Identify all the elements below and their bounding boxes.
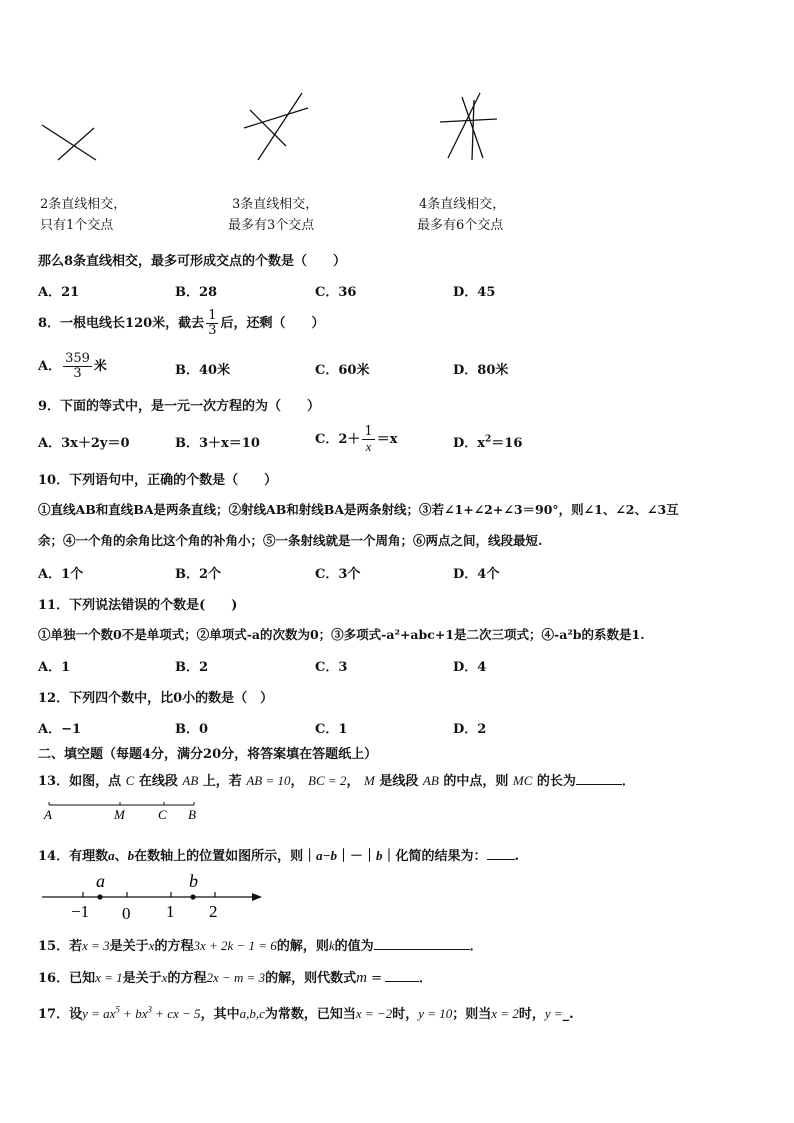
q17-p1: 17．设 <box>38 1007 83 1022</box>
q8-opt-a-fraction <box>63 352 92 380</box>
q15-p4: 的解，则 <box>276 939 329 954</box>
q17-y2: y = <box>544 1006 563 1021</box>
q8-stem <box>38 304 324 344</box>
q11-option-d: D．4 <box>453 660 487 675</box>
caption-three-lines-1: 3条直线相交， <box>232 197 319 212</box>
q13-c: C <box>125 773 135 788</box>
q16-p2: 是关于 <box>122 971 162 986</box>
intersecting-lines-figure <box>0 0 794 180</box>
q11-statement-line1: ①单独一个数0不是单项式；②单项式-a的次数为0；③多项式-a²+abc+1是二次三项式；④-a²b的系数是1. <box>38 627 645 642</box>
q14-stem <box>38 845 519 864</box>
q9-option-d <box>453 432 522 451</box>
q9-opt-c-num: 1 <box>364 424 373 440</box>
q16-answer-blank <box>385 969 419 982</box>
q14-point-a <box>97 894 102 899</box>
two-lines-diagram <box>42 125 96 160</box>
q15-p5: 的值为 <box>334 939 374 954</box>
q11-option-b: B．2 <box>175 660 209 675</box>
caption-three-lines-2: 最多有3个交点 <box>228 218 315 233</box>
q14-stem-c: ｜－｜ <box>337 849 377 864</box>
q17-p2: ，其中 <box>200 1007 240 1022</box>
q11-option-a: A．1 <box>38 660 71 675</box>
q9-opt-c-b: ＝x <box>376 432 398 447</box>
q13-answer-blank <box>576 772 622 785</box>
q13-m: M <box>363 773 375 788</box>
q17-p3: 为常数，已知当 <box>264 1007 356 1022</box>
q13-segment-figure <box>40 798 210 824</box>
q8-option-a <box>38 347 107 387</box>
q7-option-c: C．36 <box>315 285 357 300</box>
q15-eq1: x = 3 <box>82 938 110 953</box>
q17-eq-c: + cx − 5 <box>151 1006 201 1021</box>
caption-two-lines-1: 2条直线相交， <box>40 197 127 212</box>
q15-p2: 是关于 <box>109 939 149 954</box>
q13-p6: 是线段 <box>379 774 419 789</box>
q13-p3: 上，若 <box>202 774 242 789</box>
q10-stem: 10．下列语句中，正确的个数是（ ） <box>38 473 278 488</box>
q14-stem-b: 在数轴上的位置如图所示，则｜ <box>134 849 317 864</box>
q16-end: ． <box>419 971 433 986</box>
q17-cond2: x = 2 <box>491 1006 519 1021</box>
q8-opt-a-num: 359 <box>65 351 90 367</box>
q13-mc: MC <box>512 773 533 788</box>
q14-stem-a: 14．有理数 <box>38 849 109 864</box>
q14-expr2: b <box>376 848 383 863</box>
q9-opt-d-a: D．x <box>453 436 486 451</box>
q7-option-d: D．45 <box>453 285 496 300</box>
q14-end: . <box>514 849 520 864</box>
q10-statement-line1: ①直线AB和直线BA是两条直线；②射线AB和射线BA是两条射线；③若∠1+∠2+∠3＝90°，则∠1、∠2、∠3互 <box>38 502 679 517</box>
four-lines-diagram <box>440 93 497 160</box>
q15-x: x <box>148 938 155 953</box>
q15-p3: 的方程 <box>154 939 194 954</box>
q7-stem: 那么8条直线相交，最多可形成交点的个数是（ ） <box>38 254 347 269</box>
q9-opt-c-a: C．2＋ <box>315 432 361 447</box>
q13-label-m: M <box>114 807 125 822</box>
q16-eq1: x = 1 <box>95 970 123 985</box>
q16-p3: 的方程 <box>167 971 207 986</box>
q9-option-c <box>315 420 397 460</box>
q17-end: _. <box>562 1007 574 1022</box>
q8-stem-a: 8．一根电线长120米，截去 <box>38 316 205 331</box>
q17-y: y <box>82 1006 88 1021</box>
q13-stem <box>38 770 635 789</box>
q17-eq-b: + bx <box>119 1006 148 1021</box>
q13-p4: ， <box>290 774 304 789</box>
q14-point-b <box>190 894 195 899</box>
q16-p1: 16．已知 <box>38 971 96 986</box>
q8-option-c: C．60米 <box>315 363 370 378</box>
q7-option-a: A．21 <box>38 285 80 300</box>
q17-p4: 时， <box>392 1007 419 1022</box>
q12-option-a: A．−1 <box>38 722 82 737</box>
q9-opt-d-b: ＝16 <box>491 436 523 451</box>
q17-p5: ；则当 <box>452 1007 492 1022</box>
q16-eq2: 2x − m = 3 <box>206 970 266 985</box>
q15-k: k <box>328 938 335 953</box>
q8-frac-den: 3 <box>208 323 217 338</box>
q13-p8: 的长为 <box>536 774 576 789</box>
q15-stem <box>38 935 483 954</box>
q15-end: ． <box>469 939 483 954</box>
q13-p9: ． <box>621 774 635 789</box>
q10-option-d: D．4个 <box>453 567 500 582</box>
q14-tick-neg1: −1 <box>71 902 90 921</box>
q9-option-b: B．3＋x＝10 <box>175 436 260 451</box>
q15-answer-blank <box>374 937 470 950</box>
q14-tick-0: 0 <box>122 904 131 923</box>
q15-eq2: 3x + 2k − 1 = 6 <box>193 938 277 953</box>
q13-ab2: AB <box>422 773 439 788</box>
caption-two-lines-2: 只有1个交点 <box>40 218 114 233</box>
q16-eq3: = <box>367 971 383 986</box>
q10-option-b: B．2个 <box>175 567 222 582</box>
q16-stem <box>38 967 432 987</box>
q13-p2: 在线段 <box>138 774 178 789</box>
q10-option-c: C．3个 <box>315 567 361 582</box>
q10-statement-line2: 余；④一个角的余角比这个角的补角小；⑤一条射线就是一个周角；⑥两点之间，线段最短. <box>38 533 543 548</box>
q14-sep: 、 <box>114 849 128 864</box>
q9-opt-c-den: x <box>365 439 372 454</box>
q13-p7: 的中点，则 <box>443 774 509 789</box>
q8-opt-a-prefix: A． <box>38 359 62 374</box>
q17-abc: a,b,c <box>239 1006 265 1021</box>
three-lines-diagram <box>244 93 308 160</box>
q13-label-a: A <box>44 807 52 822</box>
q14-answer-blank <box>487 847 515 860</box>
q14-tick-1: 1 <box>166 902 175 921</box>
caption-four-lines-1: 4条直线相交， <box>419 197 506 212</box>
q9-stem: 9．下面的等式中，是一元一次方程的为（ ） <box>38 399 321 414</box>
q8-frac-num: 1 <box>208 308 217 324</box>
q8-opt-a-unit: 米 <box>93 359 107 374</box>
q14-var-a: a <box>108 848 115 863</box>
q9-option-a: A．3x＋2y＝0 <box>38 436 130 451</box>
q16-m: m <box>356 970 368 986</box>
q14-stem-d: ｜化简的结果为： <box>382 849 487 864</box>
q16-p4: 的解，则代数式 <box>265 971 357 986</box>
q8-fraction <box>206 309 218 337</box>
q17-stem <box>38 1003 574 1022</box>
q17-cond1: x = −2 <box>355 1006 393 1021</box>
q13-p1: 13．如图，点 <box>38 774 122 789</box>
q8-stem-b: 后，还剩（ ） <box>220 316 325 331</box>
q14-tick-2: 2 <box>209 902 218 921</box>
section-2-heading: 二、填空题（每题4分，满分20分，将答案填在答题纸上） <box>38 747 378 762</box>
q13-p5: ， <box>346 774 360 789</box>
q14-expr1: a−b <box>316 848 338 863</box>
q17-sup-3: 3 <box>147 1004 152 1015</box>
q17-sup-5: 5 <box>115 1004 120 1015</box>
q13-label-c: C <box>158 807 167 822</box>
q7-option-b: B．28 <box>175 285 218 300</box>
q9-opt-c-fraction <box>362 425 374 453</box>
q14-point-label-b: b <box>189 871 198 891</box>
q8-option-d: D．80米 <box>453 363 509 378</box>
q13-eq1: AB = 10 <box>246 773 291 788</box>
caption-four-lines-2: 最多有6个交点 <box>417 218 504 233</box>
q11-stem: 11．下列说法错误的个数是( ) <box>38 598 238 613</box>
q12-option-c: C．1 <box>315 722 348 737</box>
q10-option-a: A．1个 <box>38 567 84 582</box>
q11-option-c: C．3 <box>315 660 348 675</box>
q8-option-b: B．40米 <box>175 363 231 378</box>
q14-point-label-a: a <box>96 871 105 891</box>
q17-eq-a: = ax <box>87 1006 116 1021</box>
q14-number-line <box>38 868 268 924</box>
q15-p1: 15．若 <box>38 939 83 954</box>
q13-eq2: BC = 2 <box>308 773 347 788</box>
q12-option-b: B．0 <box>175 722 209 737</box>
q16-x: x <box>161 970 168 985</box>
q13-label-b: B <box>188 807 196 822</box>
q17-y1: y = 10 <box>418 1006 453 1021</box>
q8-opt-a-den: 3 <box>73 366 82 381</box>
q14-var-b: b <box>127 848 135 863</box>
q17-p6: 时， <box>518 1007 545 1022</box>
q12-option-d: D．2 <box>453 722 487 737</box>
q12-stem: 12．下列四个数中，比0小的数是（ ） <box>38 691 274 706</box>
q13-ab: AB <box>182 773 199 788</box>
q9-opt-d-sup: 2 <box>485 434 492 445</box>
